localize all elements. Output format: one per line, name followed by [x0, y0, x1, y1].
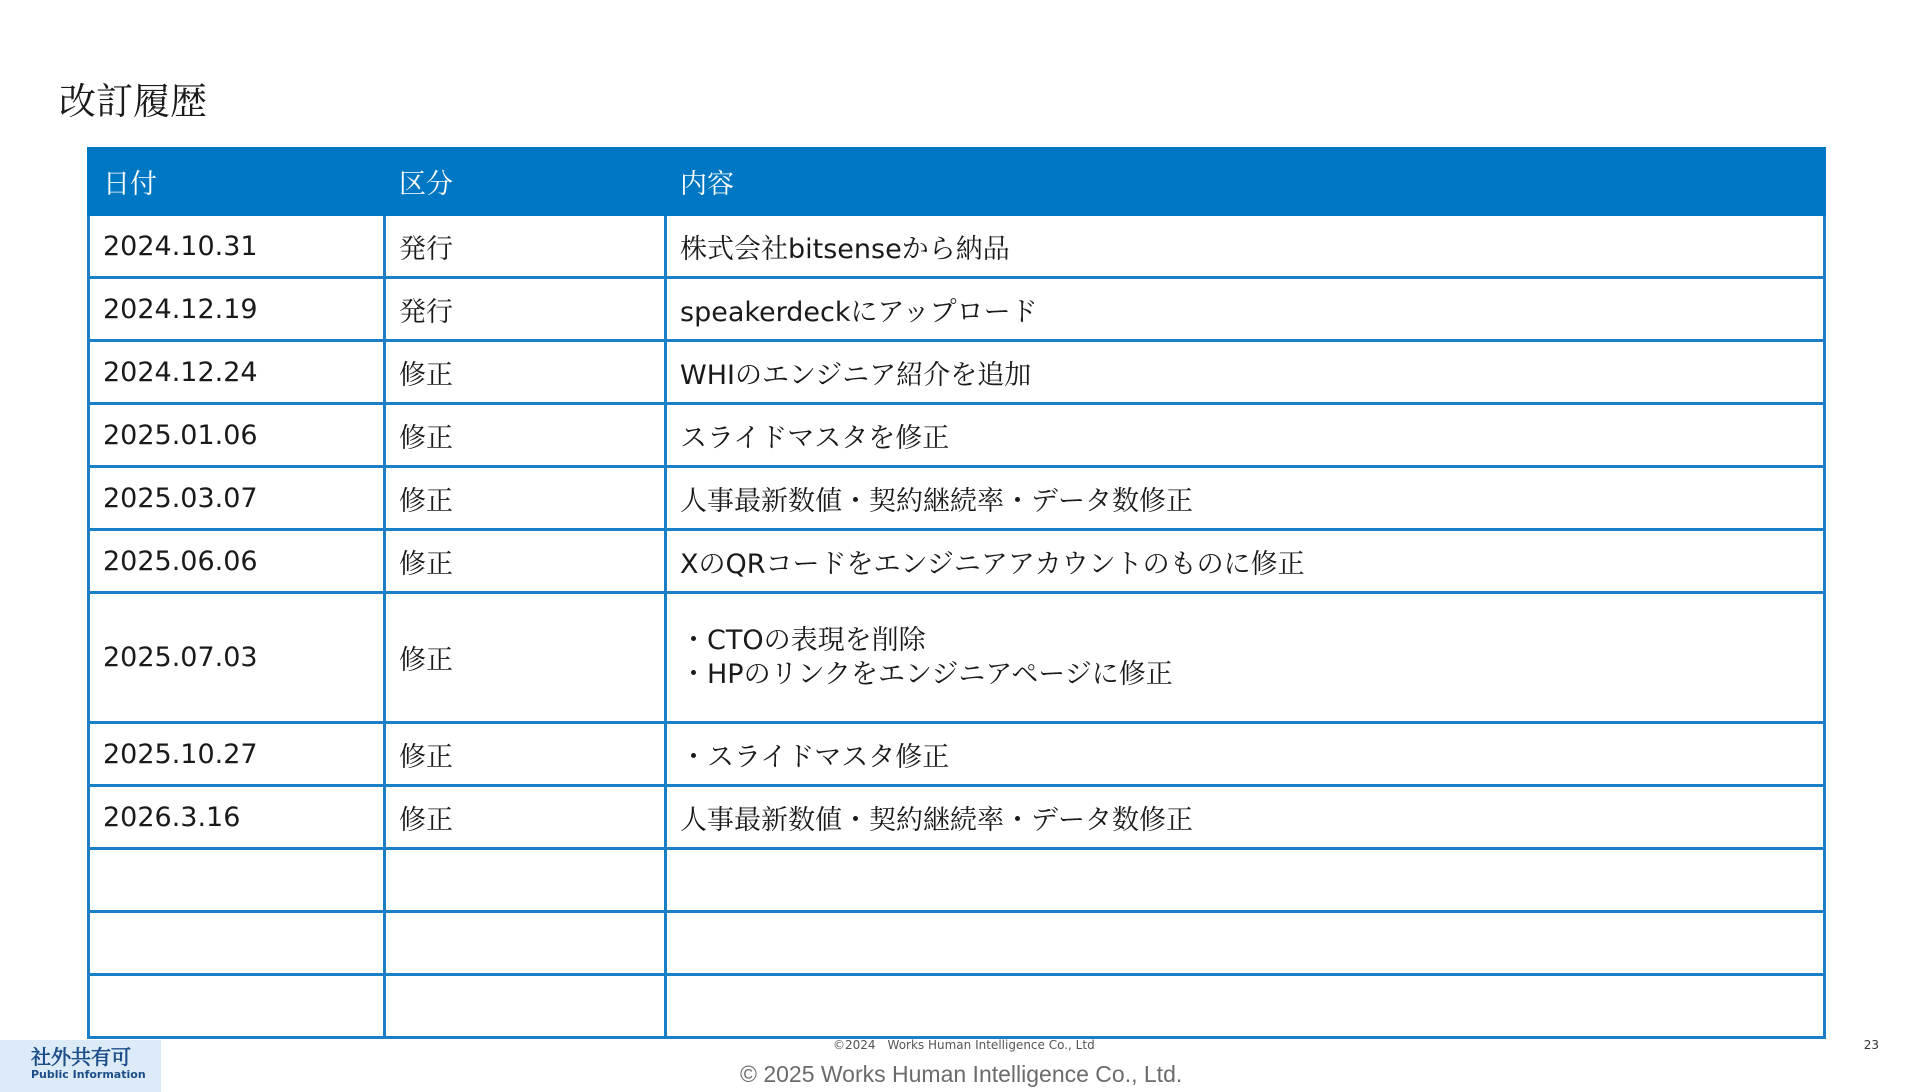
- row-category: [385, 912, 666, 975]
- row-date: 2025.01.06: [89, 404, 385, 467]
- row-category: 修正: [385, 404, 666, 467]
- row-category: [385, 849, 666, 912]
- row-date: [89, 912, 385, 975]
- table-row-empty: [89, 975, 1825, 1038]
- row-category: 発行: [385, 215, 666, 278]
- row-category: 修正: [385, 467, 666, 530]
- row-category: 修正: [385, 530, 666, 593]
- row-category: 修正: [385, 341, 666, 404]
- row-date: 2025.03.07: [89, 467, 385, 530]
- row-content: [666, 975, 1825, 1038]
- badge-main-label: 社外共有可: [31, 1045, 131, 1069]
- table-row: [89, 278, 1825, 341]
- page-title: 改訂履歴: [59, 80, 207, 123]
- row-content: speakerdeckにアップロード: [666, 278, 1825, 341]
- row-category: 発行: [385, 278, 666, 341]
- row-date: 2024.12.24: [89, 341, 385, 404]
- header-content: 内容: [666, 149, 1825, 215]
- row-content: [666, 849, 1825, 912]
- table-header-row: [89, 149, 1825, 215]
- row-date: [89, 849, 385, 912]
- row-content: [666, 912, 1825, 975]
- table-row: [89, 530, 1825, 593]
- row-content: WHIのエンジニア紹介を追加: [666, 341, 1825, 404]
- table-row: [89, 404, 1825, 467]
- revision-history-table: [87, 147, 1826, 1039]
- row-category: 修正: [385, 723, 666, 786]
- row-content: XのQRコードをエンジニアアカウントのものに修正: [666, 530, 1825, 593]
- row-date: 2024.10.31: [89, 215, 385, 278]
- page-number: 23: [1863, 1038, 1879, 1052]
- row-date: 2025.07.03: [89, 593, 385, 723]
- row-date: 2025.06.06: [89, 530, 385, 593]
- row-category: [385, 975, 666, 1038]
- row-category: 修正: [385, 593, 666, 723]
- table-row: [89, 215, 1825, 278]
- row-content: [666, 593, 1825, 723]
- public-information-badge: [0, 1040, 161, 1092]
- row-date: 2026.3.16: [89, 786, 385, 849]
- table-row: [89, 786, 1825, 849]
- table-row-empty: [89, 912, 1825, 975]
- content-line: ・HPのリンクをエンジニアページに修正: [680, 658, 1173, 690]
- table-row: [89, 723, 1825, 786]
- row-content: 株式会社bitsenseから納品: [666, 215, 1825, 278]
- table-row: [89, 467, 1825, 530]
- row-content: スライドマスタを修正: [666, 404, 1825, 467]
- row-date: [89, 975, 385, 1038]
- row-date: 2024.12.19: [89, 278, 385, 341]
- header-date: 日付: [89, 149, 385, 215]
- copyright-small: ©2024 Works Human Intelligence Co., Ltd: [833, 1038, 1095, 1052]
- row-date: 2025.10.27: [89, 723, 385, 786]
- row-category: 修正: [385, 786, 666, 849]
- row-content: 人事最新数値・契約継続率・データ数修正: [666, 786, 1825, 849]
- copyright-notice: © 2025 Works Human Intelligence Co., Ltd.: [740, 1061, 1183, 1087]
- table-row: [89, 593, 1825, 723]
- row-content: 人事最新数値・契約継続率・データ数修正: [666, 467, 1825, 530]
- badge-sub-label: Public Information: [31, 1068, 146, 1081]
- row-content: ・スライドマスタ修正: [666, 723, 1825, 786]
- table-row-empty: [89, 849, 1825, 912]
- header-category: 区分: [385, 149, 666, 215]
- content-line: ・CTOの表現を削除: [680, 624, 926, 656]
- table-row: [89, 341, 1825, 404]
